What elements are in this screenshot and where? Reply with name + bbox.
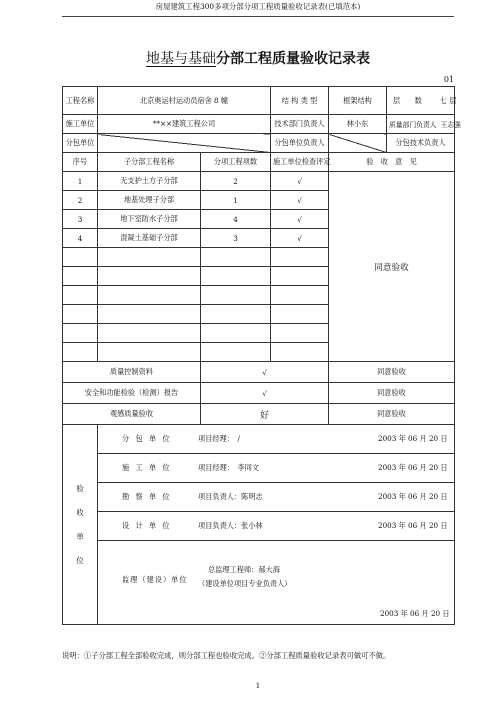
row-no: 1: [63, 172, 98, 191]
header-count: 分项工程项数: [201, 153, 271, 172]
summary-value: √: [201, 362, 329, 383]
title-subject: 地基与基础: [146, 51, 216, 67]
summary-value: 好: [201, 404, 329, 425]
signature-person: 项目经理： /: [198, 434, 240, 443]
row-name: 无支护土方子分部: [98, 172, 201, 191]
form-title: [62, 48, 454, 68]
signature-person: 项目负责人：陈明志: [198, 492, 263, 501]
info-row-contractor: [63, 115, 455, 134]
row-no: 3: [63, 210, 98, 229]
signature-date: 2003 年 06 月 20 日: [378, 521, 448, 530]
info-row-subcontractor: [63, 134, 455, 153]
signature-row: [63, 425, 455, 454]
signature-date: 2003 年 06 月 20 日: [378, 434, 448, 443]
signature-date: 2003 年 06 月 20 日: [378, 492, 448, 501]
summary-row: [63, 383, 455, 404]
row-no: 4: [63, 229, 98, 248]
info-row-project: [63, 87, 455, 115]
table-row: [63, 172, 455, 191]
quality-head-cell: [387, 115, 461, 134]
acceptance-units-label: 验 收 单 位: [63, 425, 98, 625]
tech-head-value: 林小东: [329, 115, 387, 134]
supervision-role: 监理（建设）单位: [122, 575, 188, 584]
structure-type-value: 框架结构: [329, 87, 387, 115]
floors-cell: [387, 87, 455, 115]
subcontractor-value-empty: [98, 134, 271, 153]
header-opinion: 验 收 意 见: [329, 153, 455, 172]
row-count: 3: [201, 229, 271, 248]
row-name: 地基处理子分部: [98, 191, 201, 210]
form-code: 01: [443, 75, 454, 84]
footnote: 说明：①子分部工程全部验收完成，则分部工程也验收完成。②分部工程质量验收记录表可做可不做。: [62, 651, 391, 660]
summary-opinion: 同意验收: [329, 383, 455, 404]
table-header-row: [63, 153, 455, 172]
page-number: 1: [255, 682, 261, 690]
row-count: 2: [201, 172, 271, 191]
summary-label: 安全和功能检验（检测）报告: [63, 383, 201, 404]
row-check: √: [271, 172, 329, 191]
summary-label: 观感质量验收: [63, 404, 201, 425]
tech-head-label: 技术部门负责人: [271, 115, 329, 134]
header-check: 施工单位检查评定: [271, 153, 329, 172]
signature-role: 分 包 单 位: [122, 434, 172, 443]
sub-head-label: 分包单位负责人: [271, 134, 329, 153]
signature-row: [63, 512, 455, 541]
signature-person: 项目负责人：张小林: [198, 521, 263, 530]
signature-person: 项目经理： 李同文: [198, 463, 260, 472]
row-count: 4: [201, 210, 271, 229]
opinion-value: 同意验收: [329, 172, 455, 362]
project-name-value: 北京奥运村运动员宿舍 8 幢: [98, 87, 271, 115]
project-name-label: 工程名称: [63, 87, 98, 115]
summary-opinion: 同意验收: [329, 362, 455, 383]
row-check: √: [271, 210, 329, 229]
signature-role: 施 工 单 位: [122, 463, 172, 472]
row-check: √: [271, 191, 329, 210]
row-check: √: [271, 229, 329, 248]
summary-row: [63, 404, 455, 425]
header-no: 序号: [63, 153, 98, 172]
floors-value: 七 层: [439, 95, 457, 105]
supervision-row: [63, 541, 455, 625]
summary-opinion: 同意验收: [329, 404, 455, 425]
subcontractor-label: 分包单位: [63, 134, 98, 153]
contractor-label: 施工单位: [63, 115, 98, 134]
structure-type-label: 结 构 类 型: [271, 87, 329, 115]
row-name: 地下室防水子分部: [98, 210, 201, 229]
quality-head-label: 质量部门负责人: [389, 121, 437, 129]
sub-tech-head-label: 分包技术负责人: [387, 134, 455, 153]
summary-value: √: [201, 383, 329, 404]
page-header: 房屋建筑工程300多项分部分项工程质量验收记录表(已填范本): [62, 0, 454, 17]
signature-row: [63, 454, 455, 483]
header-name: 子分部工程名称: [98, 153, 201, 172]
supervision-line2: （建设单位项目专业负责人）: [198, 579, 292, 588]
signature-role: 勘 察 单 位: [122, 492, 172, 501]
row-no: 2: [63, 191, 98, 210]
summary-row: [63, 362, 455, 383]
row-count: 1: [201, 191, 271, 210]
title-main: 分部工程质量验收记录表: [216, 51, 370, 67]
contractor-value: **××建筑工程公司: [98, 115, 271, 134]
signature-row: [63, 483, 455, 512]
supervision-date: 2003 年 06 月 20 日: [380, 609, 450, 618]
supervision-line1: 总监理工程师：郝大海: [208, 565, 280, 574]
signature-role: 设 计 单 位: [122, 521, 172, 530]
summary-label: 质量控制资料: [63, 362, 201, 383]
signature-date: 2003 年 06 月 20 日: [378, 463, 448, 472]
floors-label: 层 数: [393, 95, 422, 105]
sub-head-value-empty: [329, 134, 387, 153]
acceptance-form-table: [62, 86, 461, 625]
row-name: 混凝土基础子分部: [98, 229, 201, 248]
quality-head-value: 王志强: [440, 121, 461, 129]
